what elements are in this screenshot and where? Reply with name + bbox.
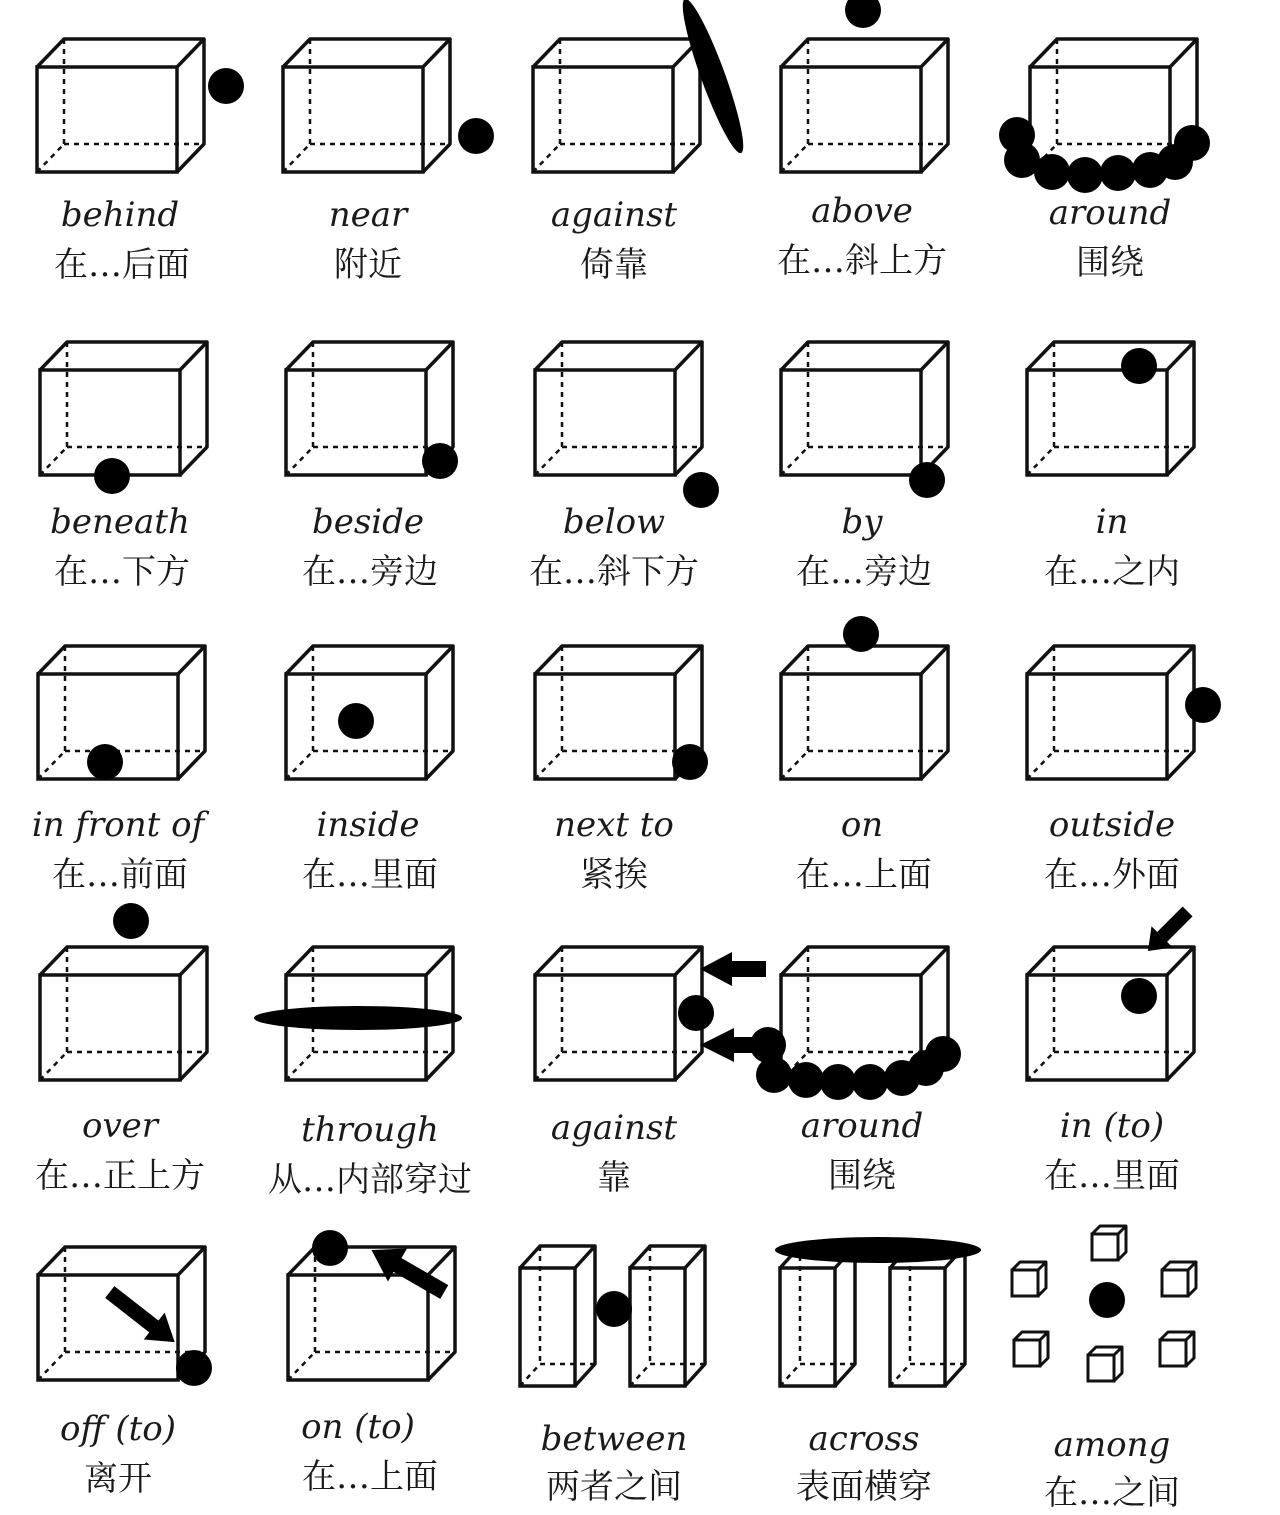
label-en: inside <box>316 805 420 845</box>
label-zh: 围绕 <box>828 1156 896 1196</box>
label-en: beside <box>311 502 425 542</box>
mini-cube <box>1088 1347 1122 1381</box>
label-zh: 紧挨 <box>580 855 648 895</box>
tall-box-left <box>780 1246 855 1386</box>
label-zh: 在…斜上方 <box>777 241 947 281</box>
label-zh: 在…外面 <box>1044 855 1180 895</box>
mini-cube <box>1012 1262 1046 1296</box>
arrow-left-icon <box>700 952 766 986</box>
label-en: around <box>1048 193 1172 233</box>
label-zh: 围绕 <box>1076 243 1144 283</box>
box <box>1027 646 1194 779</box>
item-off-to <box>38 1247 212 1499</box>
ball <box>596 1291 632 1327</box>
ball <box>94 458 130 494</box>
box <box>37 39 204 172</box>
label-zh: 在…上面 <box>796 855 932 895</box>
label-en: in (to) <box>1059 1106 1165 1146</box>
box <box>535 947 702 1080</box>
ball <box>113 903 149 939</box>
label-zh: 在…正上方 <box>35 1156 205 1196</box>
item-in-front-of <box>32 646 210 895</box>
item-beside <box>286 342 458 592</box>
ball <box>338 703 374 739</box>
label-zh: 在…上面 <box>302 1457 438 1497</box>
box <box>40 342 207 475</box>
label-en: off (to) <box>59 1409 177 1449</box>
box <box>288 1247 455 1380</box>
label-en: outside <box>1048 805 1176 845</box>
item-through <box>254 947 472 1200</box>
label-zh: 离开 <box>84 1459 152 1499</box>
label-en: below <box>562 502 666 542</box>
label-en: behind <box>60 195 180 235</box>
item-behind <box>37 39 244 285</box>
arrow-up-left-icon <box>362 1234 454 1309</box>
leaning-board <box>674 0 753 157</box>
item-around-1 <box>999 39 1210 283</box>
item-between <box>520 1246 705 1507</box>
ball-chain <box>750 1027 961 1100</box>
ball <box>208 68 244 104</box>
ball <box>672 744 708 780</box>
label-zh: 在…之间 <box>1044 1473 1180 1513</box>
item-on-to <box>288 1230 455 1497</box>
label-en: in front of <box>31 805 205 845</box>
label-zh: 从…内部穿过 <box>268 1160 472 1200</box>
label-zh: 在…旁边 <box>796 552 932 592</box>
ball <box>845 0 881 28</box>
label-en: against <box>550 195 678 235</box>
arrow-down-right-icon <box>100 1278 186 1355</box>
label-zh: 表面横穿 <box>796 1467 932 1507</box>
label-zh: 附近 <box>334 245 402 285</box>
ball <box>458 118 494 154</box>
tall-box-right <box>630 1246 705 1386</box>
item-over <box>35 903 207 1196</box>
label-en: beneath <box>50 502 190 542</box>
ball <box>678 995 714 1031</box>
passing-rod <box>254 1006 462 1030</box>
ball <box>1121 348 1157 384</box>
label-en: against <box>550 1108 678 1148</box>
label-zh: 在…之内 <box>1044 552 1180 592</box>
label-zh: 在…里面 <box>302 855 438 895</box>
ball <box>909 462 945 498</box>
ball <box>683 472 719 508</box>
box <box>283 39 450 172</box>
label-en: above <box>811 191 913 231</box>
label-en: between <box>540 1419 688 1459</box>
item-against-2 <box>535 947 774 1198</box>
box <box>1027 342 1194 475</box>
mini-cube <box>1014 1332 1048 1366</box>
tall-box-right <box>890 1246 965 1386</box>
mini-cube <box>1160 1332 1194 1366</box>
ball <box>422 443 458 479</box>
tall-box-left <box>520 1246 595 1386</box>
ball <box>87 744 123 780</box>
ball <box>843 616 879 652</box>
label-en: on (to) <box>301 1407 415 1447</box>
mini-cube <box>1092 1226 1126 1260</box>
item-inside <box>286 646 453 895</box>
label-zh: 在…斜下方 <box>529 552 699 592</box>
label-en: by <box>841 502 883 542</box>
item-by <box>781 342 948 592</box>
crossing-board <box>775 1237 981 1263</box>
label-zh: 在…前面 <box>52 855 188 895</box>
box <box>535 342 702 475</box>
ball-chain <box>999 117 1210 193</box>
item-against-1 <box>533 0 752 285</box>
box <box>40 947 207 1080</box>
box <box>533 39 700 172</box>
mini-cube <box>1162 1262 1196 1296</box>
item-on <box>781 616 948 895</box>
ball <box>1185 687 1221 723</box>
box <box>1027 947 1194 1080</box>
item-below <box>529 342 719 592</box>
label-en: among <box>1053 1425 1171 1465</box>
box <box>781 342 948 475</box>
label-en: in <box>1095 502 1129 542</box>
label-zh: 两者之间 <box>546 1467 682 1507</box>
item-outside <box>1027 646 1221 895</box>
label-zh: 倚靠 <box>580 245 648 285</box>
label-zh: 在…后面 <box>54 245 190 285</box>
label-zh: 在…下方 <box>54 552 190 592</box>
item-near <box>283 39 494 285</box>
label-en: over <box>81 1106 159 1146</box>
ball <box>1089 1282 1125 1318</box>
item-across <box>775 1237 981 1507</box>
label-en: next to <box>554 805 674 845</box>
label-zh: 靠 <box>597 1158 631 1198</box>
label-en: across <box>808 1419 920 1459</box>
item-in-to <box>1027 901 1198 1196</box>
box <box>781 646 948 779</box>
ball <box>312 1230 348 1266</box>
item-beneath <box>40 342 207 592</box>
label-en: on <box>840 805 884 845</box>
item-next-to <box>535 646 708 895</box>
label-zh: 在…里面 <box>1044 1156 1180 1196</box>
item-around-2 <box>750 947 961 1196</box>
label-en: near <box>328 195 408 235</box>
label-en: through <box>301 1110 439 1150</box>
ball <box>176 1350 212 1386</box>
label-zh: 在…旁边 <box>302 552 438 592</box>
item-among <box>1012 1226 1196 1513</box>
label-en: around <box>800 1106 924 1146</box>
item-above <box>777 0 948 281</box>
ball <box>1121 978 1157 1014</box>
item-in <box>1027 342 1194 592</box>
box <box>781 39 948 172</box>
